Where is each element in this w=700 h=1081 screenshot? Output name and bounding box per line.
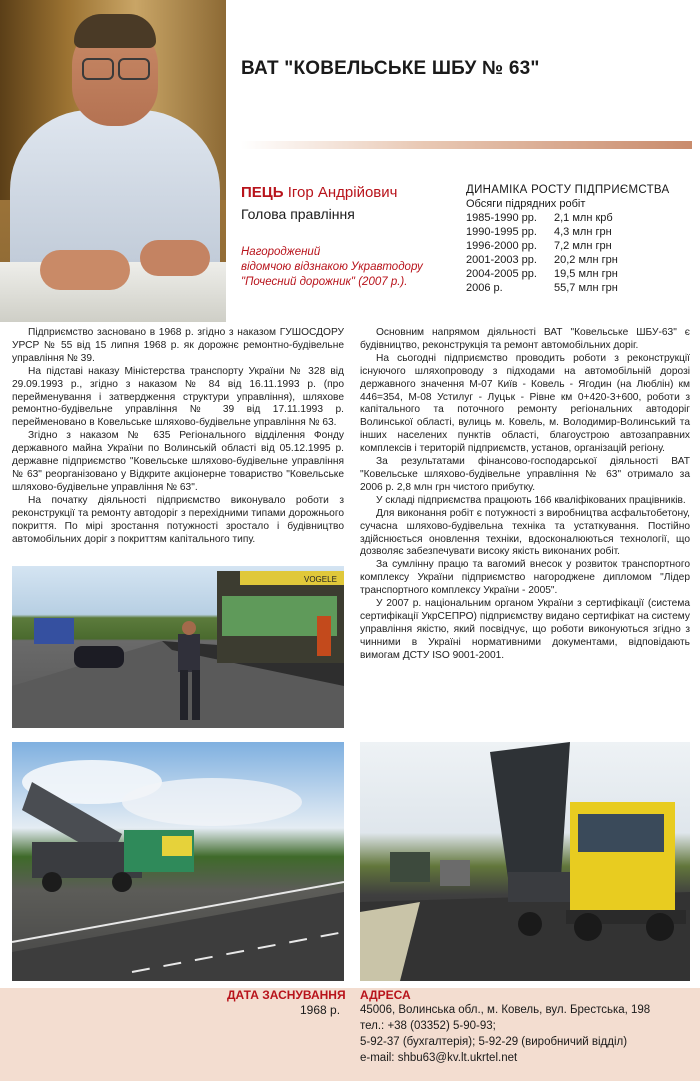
dynamics-row (466, 254, 618, 268)
dump-truck-photo (12, 742, 344, 981)
paver-brand-label: VOGELE (304, 575, 337, 584)
dynamics-subtitle: Обсяги підрядних робіт (466, 198, 586, 210)
dynamics-period: 1996-2000 рр. (466, 240, 537, 252)
dynamics-value: 4,3 млн грн (554, 226, 612, 238)
dynamics-value: 20,2 млн грн (554, 254, 618, 266)
footer-band (0, 988, 700, 1081)
founding-date-label: ДАТА ЗАСНУВАННЯ (227, 988, 346, 1002)
dynamics-period: 1985-1990 рр. (466, 212, 537, 224)
yellow-truck-illustration (360, 742, 690, 981)
dynamics-row (466, 226, 612, 240)
dynamics-value: 7,2 млн грн (554, 240, 612, 252)
phone-line: 5-92-37 (бухгалтерія); 5-92-29 (виробничий відділ) (360, 1036, 628, 1048)
dynamics-row (466, 212, 613, 226)
dynamics-row (466, 268, 618, 282)
dynamics-row (466, 240, 612, 254)
body-paragraph: У 2007 р. національним органом України з сертифікації (система сертифікації УкрСЕПРО) підприємству видано сертифікат на систему управління якістю, який посвідчує, що роботи виконуються згідно з чинними в Україні нормативними документами, відповідають вимогам ДСТУ ISO 9001-2001. (360, 598, 690, 661)
title-divider (241, 141, 692, 149)
dynamics-period: 2006 р. (466, 282, 503, 294)
body-paragraph: За сумлінну працю та вагомий внесок у розвиток транспортного комплексу України підприємство нагороджене дипломом "Лідер транспортного комплексу України - 2005". (360, 559, 690, 597)
body-paragraph: Для виконання робіт є потужності з виробництва асфальтобетону, сучасна шляхово-будівельна техніка та устаткування. Постійно здійснюється оновлення техніки, вдосконалюються технології, що дозволяє забезпечувати високу якість виконаних робіт. (360, 507, 690, 558)
dynamics-period: 2001-2003 рр. (466, 254, 537, 266)
body-paragraph: Згідно з наказом № 635 Регіонального відділення Фонду державного майна України по Волинській області від 05.12.1995 р. державне підприємство "Ковельське шляхово-будівельне управління № 63" реорганізовано у Відкрите акціонерне товариство "Ковельське шляхово-будівельне управління № 63". (12, 430, 344, 493)
person-given-names: Ігор Андрійович (283, 184, 398, 201)
body-paragraph: На початку діяльності підприємство виконувало роботи з реконструкції та ремонту автодоріг з перехідними типами дорожнього покриття. По мірі зростання потужності зростало і будівництво автомобільних доріг з покриттям капітального типу. (12, 494, 344, 545)
dynamics-value: 2,1 млн крб (554, 212, 613, 224)
dynamics-value: 55,7 млн грн (554, 282, 618, 294)
award-note (241, 245, 456, 290)
dynamics-period: 1990-1995 рр. (466, 226, 537, 238)
body-paragraph: Основним напрямом діяльності ВАТ "Ковельське ШБУ-63" є будівництво, реконструкція та ремонт автомобільних доріг. (360, 327, 690, 351)
dump-truck-illustration (12, 742, 344, 981)
director-portrait-photo (0, 0, 226, 322)
body-paragraph: На сьогодні підприємство проводить роботи з реконструкції існуючого шляхопроводу з підходами на автомобільній дорозі державного значення М-07 Київ - Ковель - Ягодин (на Люблін) км 446=354, М-08 Устилуг - Луцьк - Рівне км 0+420-3+600, роботи з капітального та поточного ремонту регіональних автодоріг Волинської області, вулиць м. Ковель, м. Володимир-Волинський та інших населених пунктів області, благоустрою автозаправних комплексів і територій підприємств, установ, організацій регіону. (360, 352, 690, 455)
road-paving-illustration (12, 566, 344, 728)
award-line: Нагороджений (241, 246, 321, 258)
body-paragraph: За результатами фінансово-господарської діяльності ВАТ "Ковельське шляхово-будівельне управління № 63" отримало за 2006 р. 2,8 млн грн чистого прибутку. (360, 456, 690, 493)
body-paragraph: Підприємство засновано в 1968 р. згідно з наказом ГУШОСДОРУ УРСР № 55 від 15 липня 1968 р. як дорожнє ремонтно-будівельне управління № 39. (12, 327, 344, 364)
company-title: ВАТ "КОВЕЛЬСЬКЕ ШБУ № 63" (241, 58, 540, 79)
founding-date-value: 1968 р. (300, 1003, 341, 1017)
phone-line: тел.: +38 (03352) 5-90-93; (360, 1020, 496, 1032)
body-text-right (360, 327, 690, 663)
person-surname: ПЕЦЬ (241, 184, 284, 201)
email-link[interactable]: e-mail: shbu63@kv.lt.ukrtel.net (360, 1052, 518, 1064)
award-line: "Почесний дорожник" (2007 р.). (241, 276, 408, 288)
address-line: 45006, Волинська обл., м. Ковель, вул. Брестська, 198 (360, 1004, 651, 1016)
address-label: АДРЕСА (360, 988, 411, 1002)
dynamics-title: ДИНАМІКА РОСТУ ПІДПРИЄМСТВА (466, 184, 670, 196)
yellow-truck-photo (360, 742, 690, 981)
person-position: Голова правління (241, 206, 355, 222)
dynamics-row (466, 282, 618, 296)
person-name (241, 184, 397, 201)
body-paragraph: У складі підприємства працюють 166 кваліфікованих працівників. (376, 494, 686, 506)
body-text-left (12, 327, 344, 546)
award-line: відомчою відзнакою Укравтодору (241, 261, 423, 273)
dynamics-value: 19,5 млн грн (554, 268, 618, 280)
body-paragraph: На підставі наказу Міністерства транспорту України № 328 від 29.09.1993 р., згідно з наказом № 84 від 16.11.1993 р. (про перейменування і затвердження структури управління), шляхове ремонтно-будівельне управління № 39 від 17.11.1993 р. перейменовано в Ковельське шляхово-будівельне управління № 63. (12, 365, 344, 429)
road-paving-photo (12, 566, 344, 728)
dynamics-period: 2004-2005 рр. (466, 268, 537, 280)
